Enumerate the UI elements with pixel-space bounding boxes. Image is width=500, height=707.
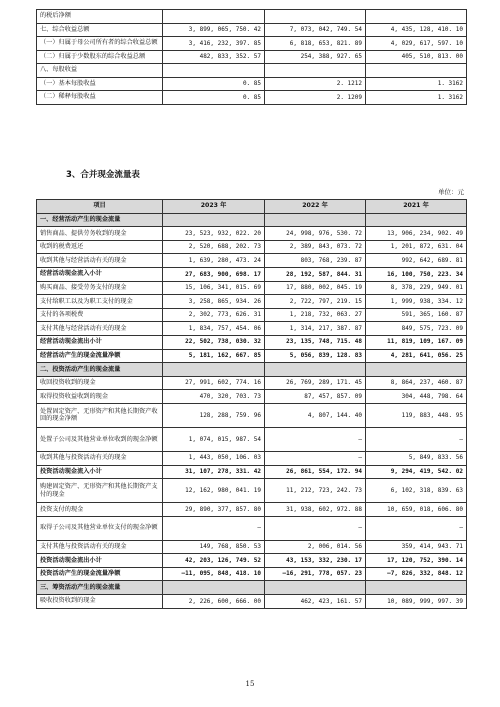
column-header-2022: 2022 年 [265, 200, 366, 214]
value-2023: 1, 074, 015, 987. 54 [163, 427, 265, 451]
value-2021: 4, 281, 641, 056. 25 [366, 349, 467, 363]
row-label: 支付的各项税费 [37, 308, 163, 322]
value-2023: 12, 162, 980, 041. 19 [163, 479, 265, 503]
value-2021 [366, 213, 467, 227]
value-2022 [265, 363, 366, 377]
value-2021: 11, 819, 109, 167. 09 [366, 335, 467, 349]
value-2021: – [366, 427, 467, 451]
value-2023: 128, 288, 759. 96 [163, 403, 265, 427]
table-row [37, 308, 467, 322]
value-2022 [265, 10, 366, 24]
value-2022: 803, 768, 239. 87 [265, 254, 366, 268]
value-2021: 8, 378, 229, 949. 01 [366, 281, 467, 295]
value-2022: 1, 314, 217, 387. 87 [265, 322, 366, 336]
unit-label: 单位：元 [438, 188, 464, 196]
value-2021: 1, 201, 872, 631. 04 [366, 240, 467, 254]
row-label: 投资支付的现金 [37, 503, 163, 517]
row-label: 吸收投资收到的现金 [37, 595, 163, 609]
row-label: （一）基本每股收益 [37, 77, 163, 91]
table-row [37, 540, 467, 554]
column-header-2023: 2023 年 [163, 200, 265, 214]
value-2023: – [163, 516, 265, 540]
value-2021: 6, 102, 318, 839. 63 [366, 479, 467, 503]
value-2022: 2. 1212 [265, 77, 366, 91]
value-2021: 9, 294, 419, 542. 02 [366, 465, 467, 479]
value-2023: 2, 302, 773, 626. 31 [163, 308, 265, 322]
row-label: 支付其他与投资活动有关的现金 [37, 540, 163, 554]
table-row [37, 227, 467, 241]
value-2021: 849, 575, 723. 09 [366, 322, 467, 336]
value-2023: 29, 890, 377, 857. 80 [163, 503, 265, 517]
row-label: 购建固定资产、无形资产和其他长期资产支付的现金 [37, 479, 163, 503]
value-2023: 2, 226, 600, 666. 00 [163, 595, 265, 609]
row-label: 支付给职工以及为职工支付的现金 [37, 295, 163, 309]
table-row [37, 479, 467, 503]
table-row [37, 390, 467, 404]
row-label: （二）归属于少数股东的综合收益总额 [37, 50, 163, 64]
value-2021: 591, 365, 160. 87 [366, 308, 467, 322]
row-label: 的税后净额 [37, 10, 163, 24]
value-2023: 22, 502, 738, 030. 32 [163, 335, 265, 349]
value-2021: 4, 435, 128, 410. 10 [366, 23, 467, 37]
value-2022 [265, 213, 366, 227]
row-label: 投资活动产生的现金流量净额 [37, 567, 163, 581]
value-2021: 304, 448, 798. 64 [366, 390, 467, 404]
row-label: 支付其他与经营活动有关的现金 [37, 322, 163, 336]
table-row [37, 335, 467, 349]
value-2021 [366, 64, 467, 78]
row-label: 取得投资收益收到的现金 [37, 390, 163, 404]
table-row [37, 503, 467, 517]
section-header-row [37, 213, 467, 227]
value-2022: 23, 135, 748, 715. 48 [265, 335, 366, 349]
value-2023 [163, 10, 265, 24]
page-number: 15 [245, 680, 255, 688]
value-2021: –7, 826, 332, 848. 12 [366, 567, 467, 581]
value-2023: 2, 520, 688, 202. 73 [163, 240, 265, 254]
value-2023: 0. 85 [163, 77, 265, 91]
value-2022: – [265, 451, 366, 465]
table-header-row [37, 200, 467, 214]
value-2023: 1, 443, 050, 106. 03 [163, 451, 265, 465]
value-2023: 3, 899, 065, 750. 42 [163, 23, 265, 37]
value-2021: 8, 864, 237, 460. 87 [366, 376, 467, 390]
value-2023: 27, 991, 602, 774. 16 [163, 376, 265, 390]
table-row [37, 240, 467, 254]
section-title: 3、合并现金流量表 [66, 170, 140, 180]
section-header-row [37, 581, 467, 595]
row-label: 取得子公司及其他营业单位支付的现金净额 [37, 516, 163, 540]
row-label: 经营活动产生的现金流量净额 [37, 349, 163, 363]
value-2023: 3, 258, 865, 934. 26 [163, 295, 265, 309]
comprehensive-income-table [36, 9, 467, 105]
value-2023: 5, 181, 162, 667. 85 [163, 349, 265, 363]
table-row [37, 554, 467, 568]
table-row [37, 77, 467, 91]
row-label: 销售商品、提供劳务收到的现金 [37, 227, 163, 241]
value-2023: 42, 203, 126, 749. 52 [163, 554, 265, 568]
value-2023: –11, 095, 848, 418. 10 [163, 567, 265, 581]
table-row [37, 64, 467, 78]
row-label: 收到的税费返还 [37, 240, 163, 254]
value-2022: 2. 1209 [265, 91, 366, 105]
table-row [37, 267, 467, 281]
value-2023: 15, 106, 341, 015. 69 [163, 281, 265, 295]
value-2021: 17, 120, 752, 390. 14 [366, 554, 467, 568]
value-2023: 1, 834, 757, 454. 06 [163, 322, 265, 336]
value-2022: 254, 388, 927. 65 [265, 50, 366, 64]
value-2022: 24, 998, 976, 530. 72 [265, 227, 366, 241]
value-2023: 23, 523, 932, 022. 20 [163, 227, 265, 241]
table-row [37, 349, 467, 363]
cash-flow-rows [37, 213, 467, 608]
value-2022: –16, 291, 778, 057. 23 [265, 567, 366, 581]
value-2022: – [265, 516, 366, 540]
value-2021: 1. 3162 [366, 77, 467, 91]
row-label: 二、投资活动产生的现金流量 [37, 363, 163, 377]
value-2022: 11, 212, 723, 242. 73 [265, 479, 366, 503]
table-row [37, 322, 467, 336]
value-2022: 87, 457, 857. 09 [265, 390, 366, 404]
table-row [37, 254, 467, 268]
value-2022: 5, 056, 839, 128. 83 [265, 349, 366, 363]
value-2023: 470, 320, 703. 73 [163, 390, 265, 404]
value-2023: 0. 85 [163, 91, 265, 105]
row-label: 投资活动现金流入小计 [37, 465, 163, 479]
value-2023: 149, 768, 850. 53 [163, 540, 265, 554]
value-2021: 13, 906, 234, 902. 49 [366, 227, 467, 241]
column-header-2021: 2021 年 [366, 200, 467, 214]
value-2021: – [366, 516, 467, 540]
value-2023 [163, 581, 265, 595]
value-2022: 6, 818, 653, 821. 89 [265, 37, 366, 51]
value-2022: 17, 880, 002, 045. 19 [265, 281, 366, 295]
value-2021: 119, 883, 448. 95 [366, 403, 467, 427]
row-label: （二）稀释每股收益 [37, 91, 163, 105]
value-2021: 16, 100, 750, 223. 34 [366, 267, 467, 281]
value-2021: 359, 414, 943. 71 [366, 540, 467, 554]
row-label: 经营活动现金流出小计 [37, 335, 163, 349]
value-2023 [163, 213, 265, 227]
table-row [37, 37, 467, 51]
value-2022: 7, 073, 042, 749. 54 [265, 23, 366, 37]
table-row [37, 91, 467, 105]
row-label: 一、经营活动产生的现金流量 [37, 213, 163, 227]
value-2021 [366, 10, 467, 24]
table-row [37, 465, 467, 479]
row-label: （一）归属于母公司所有者的综合收益总额 [37, 37, 163, 51]
value-2021: 10, 089, 999, 997. 39 [366, 595, 467, 609]
row-label: 收回投资收到的现金 [37, 376, 163, 390]
row-label: 处置固定资产、无形资产和其他长期资产收回的现金净额 [37, 403, 163, 427]
row-label: 收到其他与投资活动有关的现金 [37, 451, 163, 465]
row-label: 处置子公司及其他营业单位收到的现金净额 [37, 427, 163, 451]
value-2022 [265, 581, 366, 595]
value-2022: – [265, 427, 366, 451]
value-2022: 2, 389, 843, 073. 72 [265, 240, 366, 254]
value-2021: 1, 999, 938, 334. 12 [366, 295, 467, 309]
value-2021 [366, 363, 467, 377]
row-label: 收到其他与经营活动有关的现金 [37, 254, 163, 268]
value-2021: 10, 659, 018, 606. 80 [366, 503, 467, 517]
value-2022: 26, 769, 289, 171. 45 [265, 376, 366, 390]
table-row [37, 10, 467, 24]
value-2021: 4, 029, 617, 597. 10 [366, 37, 467, 51]
value-2023: 27, 683, 900, 698. 17 [163, 267, 265, 281]
table-row [37, 427, 467, 451]
row-label: 三、筹资活动产生的现金流量 [37, 581, 163, 595]
cash-flow-table [36, 199, 467, 609]
value-2021: 5, 849, 833. 56 [366, 451, 467, 465]
row-label: 购买商品、接受劳务支付的现金 [37, 281, 163, 295]
value-2022: 2, 722, 797, 219. 15 [265, 295, 366, 309]
value-2022: 31, 938, 602, 972. 88 [265, 503, 366, 517]
row-label: 七、综合收益总额 [37, 23, 163, 37]
value-2023: 482, 833, 352. 57 [163, 50, 265, 64]
row-label: 投资活动现金流出小计 [37, 554, 163, 568]
value-2023: 1, 639, 280, 473. 24 [163, 254, 265, 268]
value-2022: 43, 153, 332, 230. 17 [265, 554, 366, 568]
value-2023 [163, 64, 265, 78]
value-2022: 26, 861, 554, 172. 94 [265, 465, 366, 479]
section-header-row [37, 363, 467, 377]
table-row [37, 451, 467, 465]
value-2022: 2, 006, 014. 56 [265, 540, 366, 554]
column-header-item: 项目 [37, 200, 163, 214]
value-2021: 405, 510, 813. 00 [366, 50, 467, 64]
table-row [37, 567, 467, 581]
value-2022: 28, 192, 587, 844. 31 [265, 267, 366, 281]
value-2022 [265, 64, 366, 78]
table-row [37, 295, 467, 309]
value-2021: 992, 642, 689. 81 [366, 254, 467, 268]
value-2023 [163, 363, 265, 377]
table-row [37, 50, 467, 64]
table-row [37, 516, 467, 540]
value-2022: 4, 807, 144. 40 [265, 403, 366, 427]
value-2023: 31, 107, 278, 331. 42 [163, 465, 265, 479]
table-row [37, 595, 467, 609]
row-label: 八、每股收益 [37, 64, 163, 78]
table-row [37, 23, 467, 37]
value-2021 [366, 581, 467, 595]
value-2022: 1, 218, 732, 063. 27 [265, 308, 366, 322]
table-row [37, 376, 467, 390]
value-2021: 1. 3162 [366, 91, 467, 105]
value-2022: 462, 423, 161. 57 [265, 595, 366, 609]
value-2023: 3, 416, 232, 397. 85 [163, 37, 265, 51]
table-row [37, 403, 467, 427]
table-row [37, 281, 467, 295]
row-label: 经营活动现金流入小计 [37, 267, 163, 281]
